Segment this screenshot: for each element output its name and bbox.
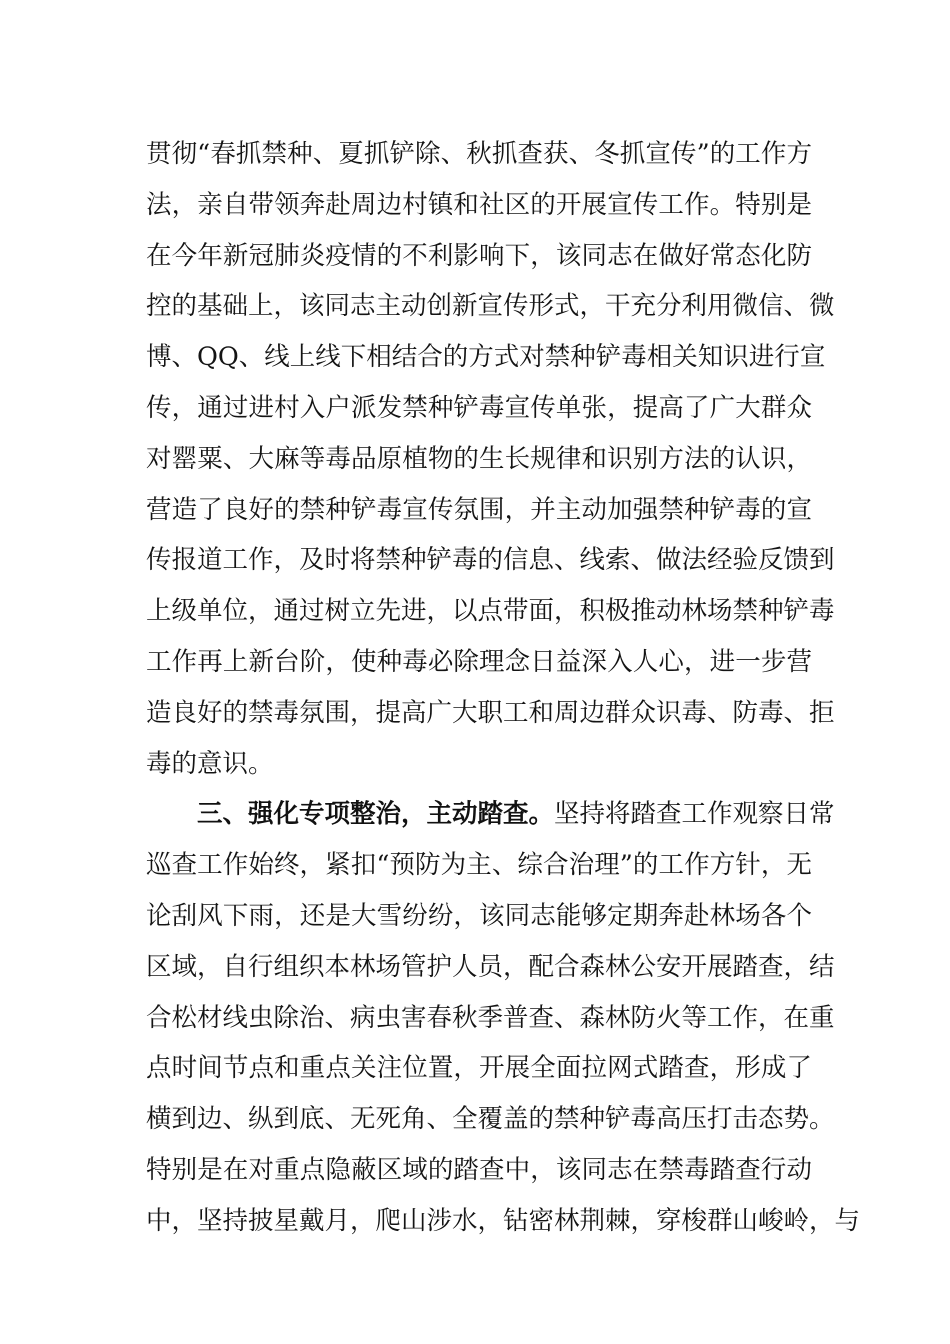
text-line: 传，通过进村入户派发禁种铲毒宣传单张，提高了广大群众	[146, 392, 812, 423]
text-line: 区域，自行组织本林场管护人员，配合森林公安开展踏查，结	[146, 951, 835, 982]
text-line: 传报道工作，及时将禁种铲毒的信息、线索、做法经验反馈到	[146, 545, 835, 576]
section-text-start: 坚持将踏查工作观察日常	[554, 799, 835, 830]
text-line: 控的基础上，该同志主动创新宣传形式，干充分利用微信、微	[146, 291, 835, 322]
text-line: 工作再上新台阶，使种毒必除理念日益深入人心，进一步营	[146, 646, 812, 677]
paragraph-continuation	[146, 129, 835, 789]
text-line: 贯彻“春抓禁种、夏抓铲除、秋抓查获、冬抓宣传”的工作方	[146, 139, 812, 169]
text-line: 合松材线虫除治、病虫害春秋季普查、森林防火等工作，在重	[146, 1002, 835, 1033]
text-line: 上级单位，通过树立先进，以点带面，积极推动林场禁种铲毒	[146, 596, 835, 627]
text-line: 论刮风下雨，还是大雪纷纷，该同志能够定期奔赴林场各个	[146, 900, 812, 931]
text-line: 巡查工作始终，紧扣“预防为主、综合治理”的工作方针，无	[146, 850, 812, 881]
text-line: 点时间节点和重点关注位置，开展全面拉网式踏查，形成了	[146, 1053, 812, 1084]
text-line: 对罂粟、大麻等毒品原植物的生长规律和识别方法的认识，	[146, 443, 812, 474]
text-line: 横到边、纵到底、无死角、全覆盖的禁种铲毒高压打击态势。	[146, 1104, 835, 1135]
document-body	[146, 129, 861, 1247]
text-line: 毒的意识。	[146, 748, 274, 779]
text-line: 博、QQ、线上线下相结合的方式对禁种铲毒相关知识进行宣	[146, 342, 826, 373]
text-line: 法，亲自带领奔赴周边村镇和社区的开展宣传工作。特别是	[146, 189, 812, 220]
text-line: 特别是在对重点隐蔽区域的踏查中，该同志在禁毒踏查行动	[146, 1154, 812, 1185]
text-line: 造良好的禁毒氛围，提高广大职工和周边群众识毒、防毒、拒	[146, 697, 835, 728]
text-line: 中，坚持披星戴月，爬山涉水，钻密林荆棘，穿梭群山峻岭，与	[146, 1205, 861, 1236]
text-line: 在今年新冠肺炎疫情的不利影响下，该同志在做好常态化防	[146, 240, 812, 271]
section-3-paragraph	[146, 789, 861, 1246]
section-heading: 三、强化专项整治，主动踏查。	[197, 799, 555, 830]
section-heading-line	[146, 789, 835, 840]
text-line: 营造了良好的禁种铲毒宣传氛围，并主动加强禁种铲毒的宣	[146, 494, 812, 525]
